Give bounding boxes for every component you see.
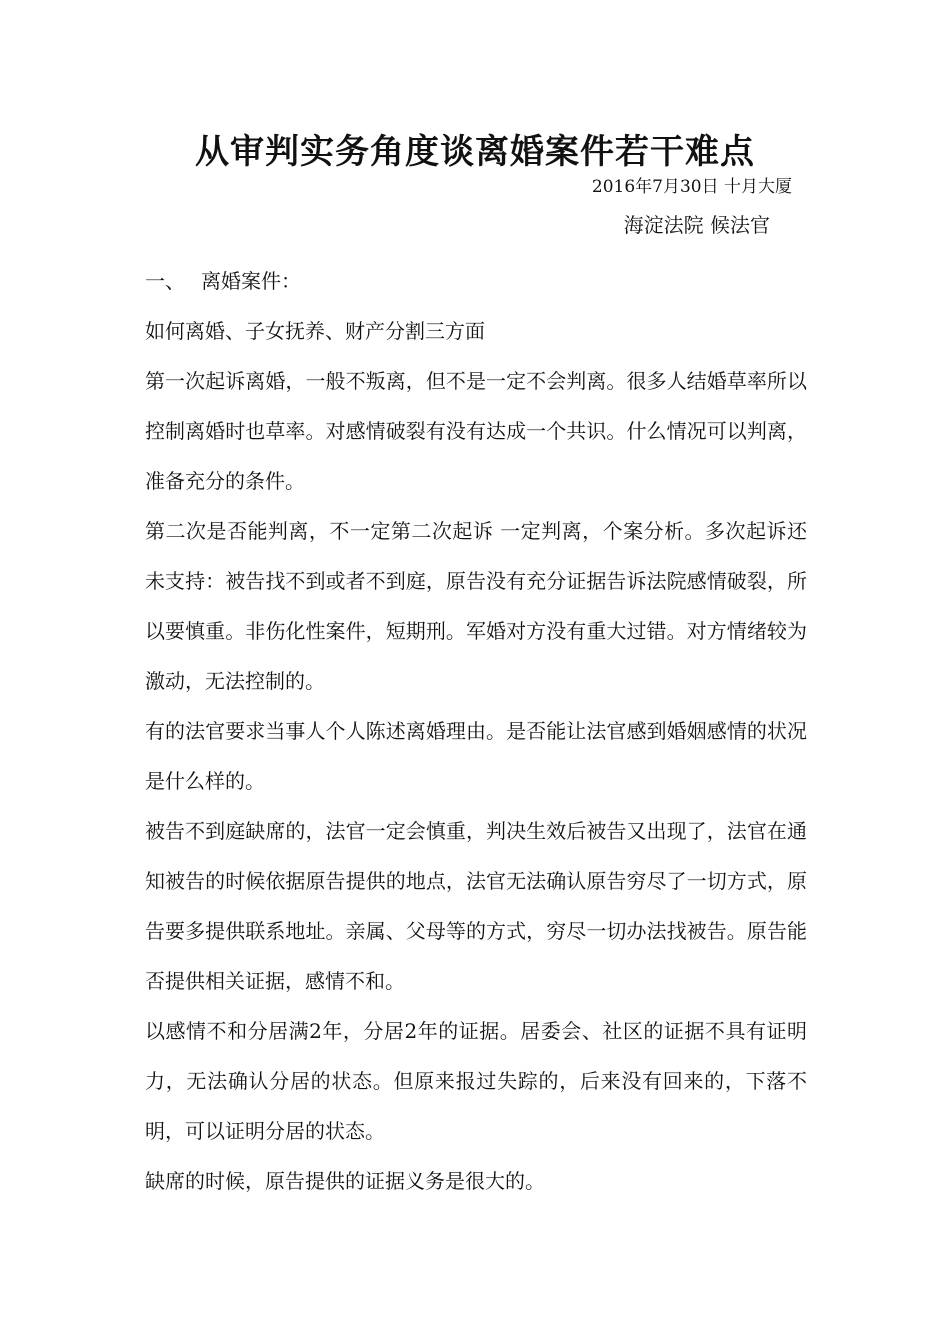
section-title: 离婚案件： xyxy=(201,269,301,293)
paragraph-5: 被告不到庭缺席的，法官一定会慎重，判决生效后被告又出现了，法官在通知被告的时候依据原告提供的地点，法官无法确认原告穷尽了一切方式，原告要多提供联系地址。亲属、父母等的方式，穷尽一切办法找被告。原告能否提供相关证据，感情不和。 xyxy=(145,819,807,993)
paragraph-4: 有的法官要求当事人个人陈述离婚理由。是否能让法官感到婚姻感情的状况是什么样的。 xyxy=(145,719,807,793)
paragraph-2: 第一次起诉离婚，一般不叛离，但不是一定不会判离。很多人结婚草率所以控制离婚时也草率。对感情破裂有没有达成一个共识。什么情况可以判离，准备充分的条件。 xyxy=(145,369,807,493)
section-number: 一、 xyxy=(145,269,185,293)
document-body xyxy=(145,256,807,1206)
paragraph-6: 以感情不和分居满2年，分居2年的证据。居委会、社区的证据不具有证明力，无法确认分居的状态。但原来报过失踪的，后来没有回来的，下落不明，可以证明分居的状态。 xyxy=(145,1019,807,1143)
paragraph-3: 第二次是否能判离，不一定第二次起诉 一定判离，个案分析。多次起诉还未支持：被告找不到或者不到庭，原告没有充分证据告诉法院感情破裂，所以要慎重。非伤化性案件，短期刑。军婚对方没有重大过错。对方情绪较为激动，无法控制的。 xyxy=(145,519,807,693)
section-heading xyxy=(145,256,807,306)
document-title: 从审判实务角度谈离婚案件若干难点 xyxy=(195,132,755,172)
paragraph-7: 缺席的时候，原告提供的证据义务是很大的。 xyxy=(145,1169,545,1193)
paragraph-1: 如何离婚、子女抚养、财产分割三方面 xyxy=(145,319,485,343)
date-location: 2016年7月30日 十月大厦 xyxy=(591,177,792,197)
author: 海淀法院 候法官 xyxy=(623,213,770,237)
